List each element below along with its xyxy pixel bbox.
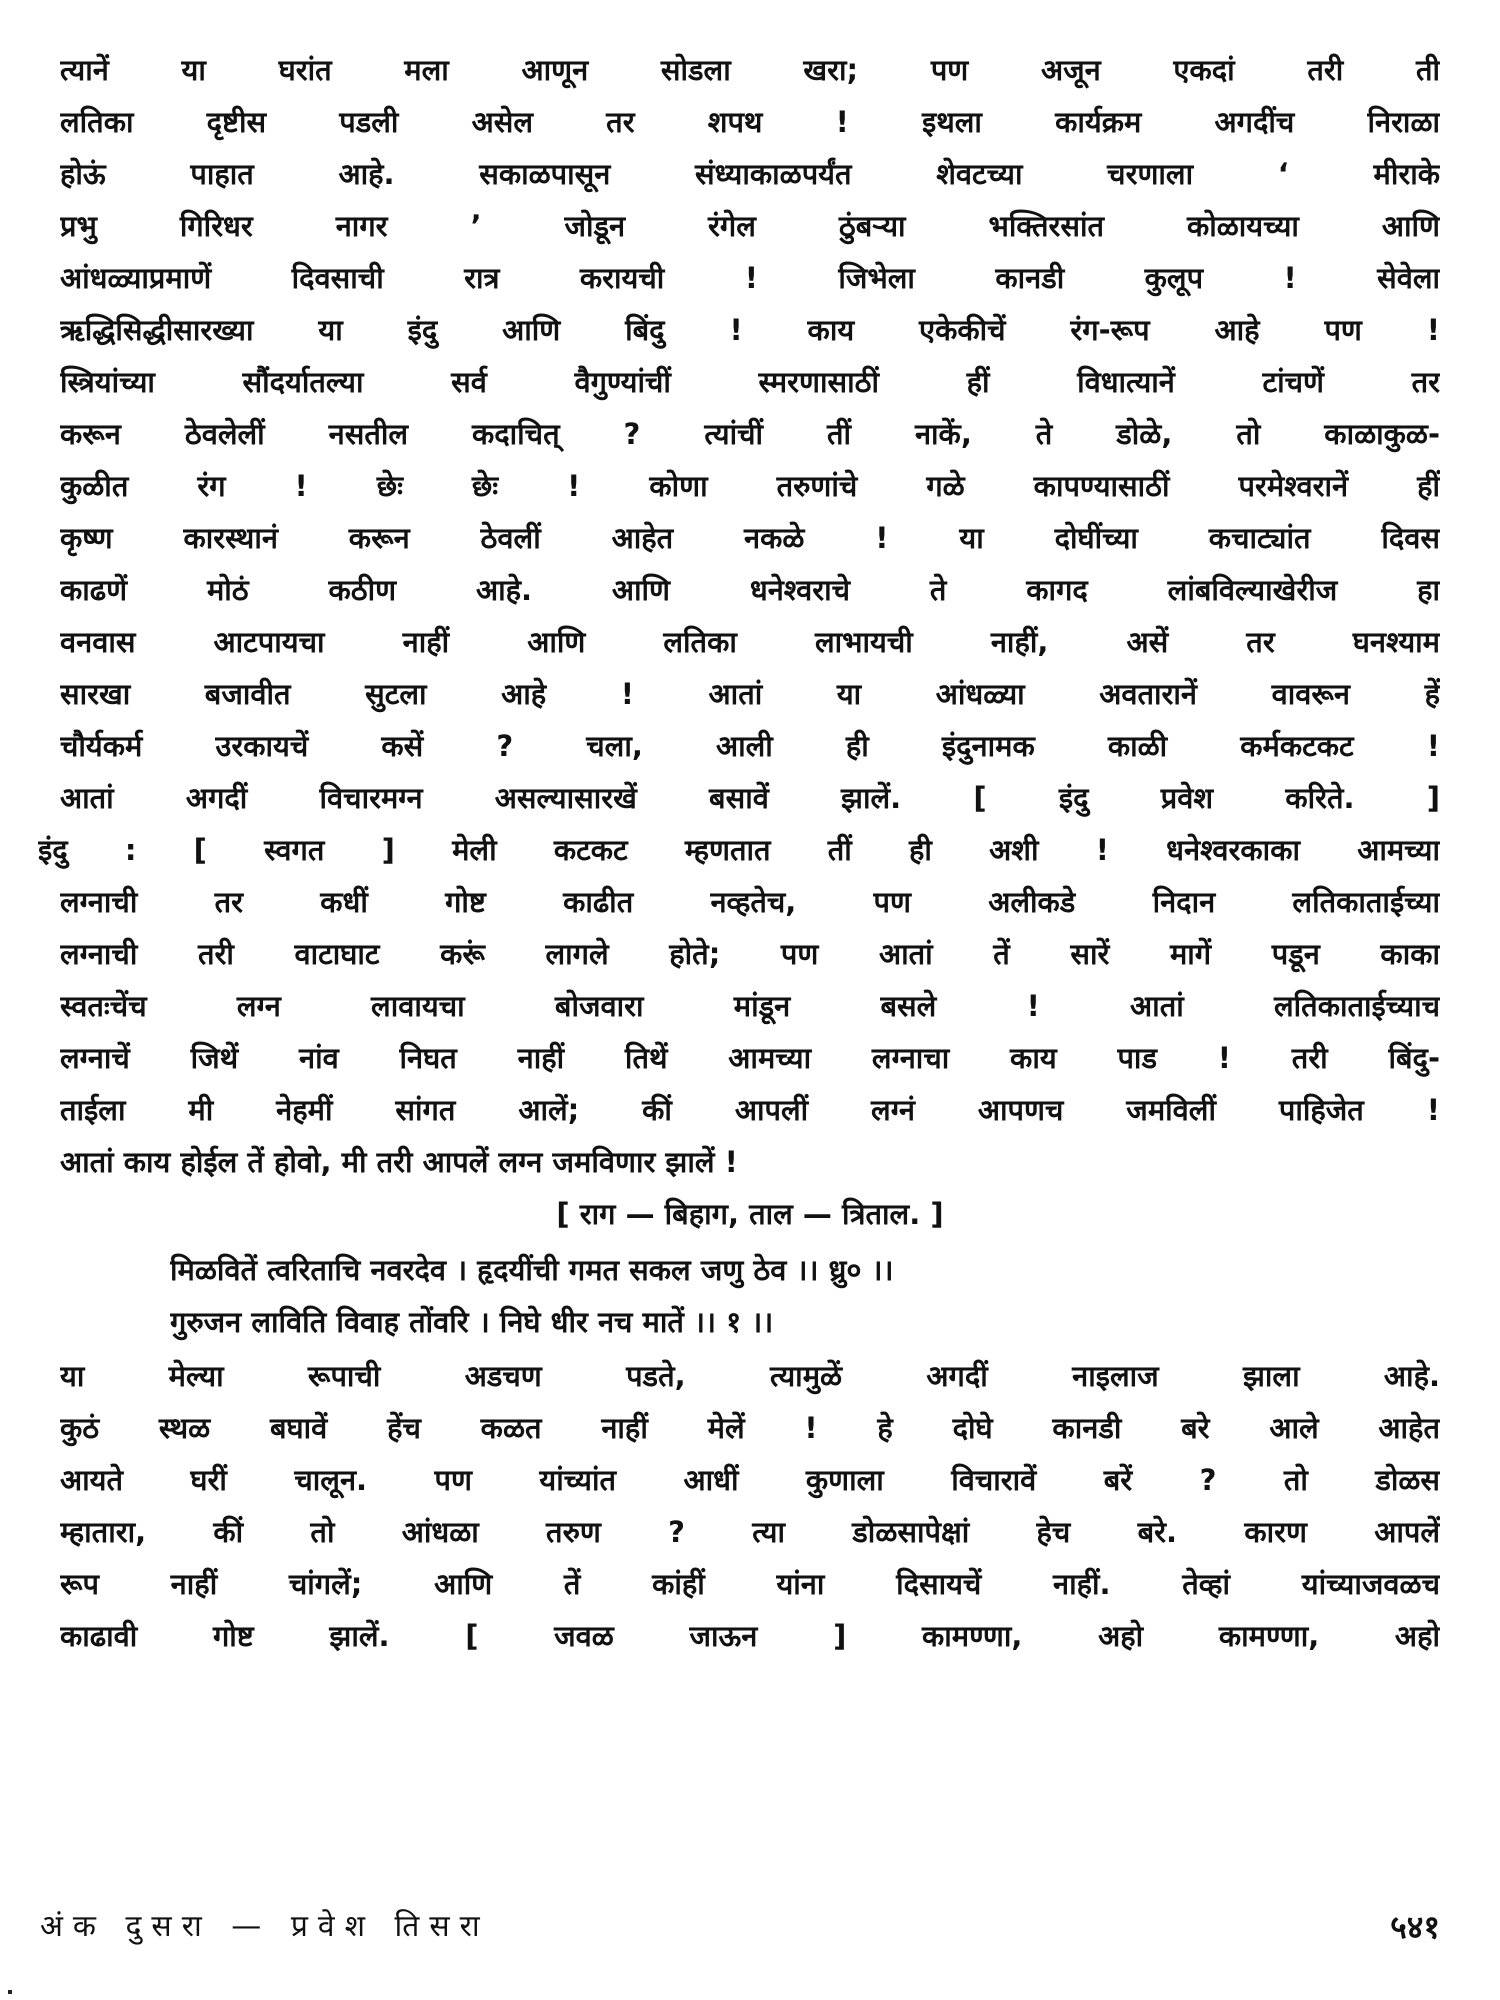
text-line: करून ठेवलेलीं नसतील कदाचित् ? त्यांचीं तीं नाकें, ते डोळे, तो काळाकुळ- <box>60 417 1440 451</box>
text-line: कुळीत रंग ! छेः छेः ! कोणा तरुणांचे गळे कापण्यासाठीं परमेश्वरानें हीं <box>60 469 1440 503</box>
text-line: कृष्ण कारस्थानं करून ठेवलीं आहेत नकळे ! या दोघींच्या कचाट्यांत दिवस <box>60 521 1440 555</box>
text-line: प्रभु गिरिधर नागर ’ जोडून रंगेल ठुंबऱ्या भक्तिरसांत कोळायच्या आणि <box>60 209 1440 243</box>
text-line: स्वतःचेंच लग्न लावायचा बोजवारा मांडून बसले ! आतां लतिकाताईच्याच <box>60 989 1440 1023</box>
text-line: काढावी गोष्ट झालें. [ जवळ जाऊन ] कामण्णा, अहो कामण्णा, अहो <box>60 1619 1440 1653</box>
page-number: ५४१ <box>1390 1908 1440 1946</box>
text-line: ताईला मी नेहमीं सांगत आलें; कीं आपलीं लग्नं आपणच जमविलीं पाहिजेत ! <box>60 1093 1440 1127</box>
scan-speck <box>8 1990 12 1994</box>
text-line: ऋद्धिसिद्धीसारख्या या इंदु आणि बिंदु ! काय एकेकीचें रंग-रूप आहे पण ! <box>60 313 1440 347</box>
raga-heading: [ राग — बिहाग, ताल — त्रिताल. ] <box>556 1197 944 1231</box>
text-line: होऊं पाहात आहे. सकाळपासून संध्याकाळपर्यंत शेवटच्या चरणाला ‘ मीराके <box>60 157 1440 191</box>
speaker-line: इंदु : [ स्वगत ] मेली कटकट म्हणतात तीं ही अशी ! धनेश्वरकाका आमच्या <box>38 833 1440 867</box>
text-line: सारखा बजावीत सुटला आहे ! आतां या आंधळ्या अवतारानें वावरून हें <box>60 677 1440 711</box>
text-line: रूप नाहीं चांगलें; आणि तें कांहीं यांना दिसायचें नाहीं. तेव्हां यांच्याजवळच <box>60 1567 1440 1601</box>
text-line: आतां काय होईल तें होवो, मी तरी आपलें लग्न जमविणार झालें ! <box>60 1145 738 1179</box>
text-line: या मेल्या रूपाची अडचण पडते, त्यामुळें अगदीं नाइलाज झाला आहे. <box>60 1359 1440 1393</box>
song-verse: गुरुजन लाविति विवाह तोंवरि । निघे धीर नच मातें ।। १ ।। <box>170 1305 774 1339</box>
text-line: कुठं स्थळ बघावें हेंच कळत नाहीं मेलें ! हे दोघे कानडी बरे आले आहेत <box>60 1411 1440 1445</box>
text-line: लग्नाचें जिथें नांव निघत नाहीं तिथें आमच्या लग्नाचा काय पाड ! तरी बिंदु- <box>60 1041 1440 1075</box>
text-line: वनवास आटपायचा नाहीं आणि लतिका लाभायची नाहीं, असें तर घनश्याम <box>60 625 1440 659</box>
text-line: लग्नाची तर कधीं गोष्ट काढीत नव्हतेच, पण अलीकडे निदान लतिकाताईच्या <box>60 885 1440 919</box>
text-line: काढणें मोठं कठीण आहे. आणि धनेश्वराचे ते कागद लांबविल्याखेरीज हा <box>60 573 1440 607</box>
stage-direction-line: आतां अगदीं विचारमग्न असल्यासारखें बसावें झालें. [ इंदु प्रवेश करिते. ] <box>60 781 1440 815</box>
text-line: चौर्यकर्म उरकायचें कसें ? चला, आली ही इंदुनामक काळी कर्मकटकट ! <box>60 729 1440 763</box>
text-line: लग्नाची तरी वाटाघाट करूं लागले होते; पण आतां तें सारें मागें पडून काका <box>60 937 1440 971</box>
text-line: आंधळ्याप्रमाणें दिवसाची रात्र करायची ! जिभेला कानडी कुलूप ! सेवेला <box>60 261 1440 295</box>
text-line: म्हातारा, कीं तो आंधळा तरुण ? त्या डोळसापेक्षां हेच बरे. कारण आपलें <box>60 1515 1440 1549</box>
song-verse: मिळवितें त्वरिताचि नवरदेव । हृदयींची गमत सकल जणु ठेव ।। ध्रु० ।। <box>170 1253 894 1287</box>
text-line: आयते घरीं चालून. पण यांच्यांत आधीं कुणाला विचारावें बरें ? तो डोळस <box>60 1463 1440 1497</box>
text-line: लतिका दृष्टीस पडली असेल तर शपथ ! इथला कार्यक्रम अगदींच निराळा <box>60 105 1440 139</box>
text-line: स्त्रियांच्या सौंदर्यातल्या सर्व वैगुण्यांचीं स्मरणासाठीं हीं विधात्यानें टांचणें तर <box>60 365 1440 399</box>
text-line: त्यानें या घरांत मला आणून सोडला खरा; पण अजून एकदां तरी ती <box>60 53 1440 87</box>
running-footer: अंक दुसरा — प्रवेश तिसरा <box>40 1909 490 1944</box>
